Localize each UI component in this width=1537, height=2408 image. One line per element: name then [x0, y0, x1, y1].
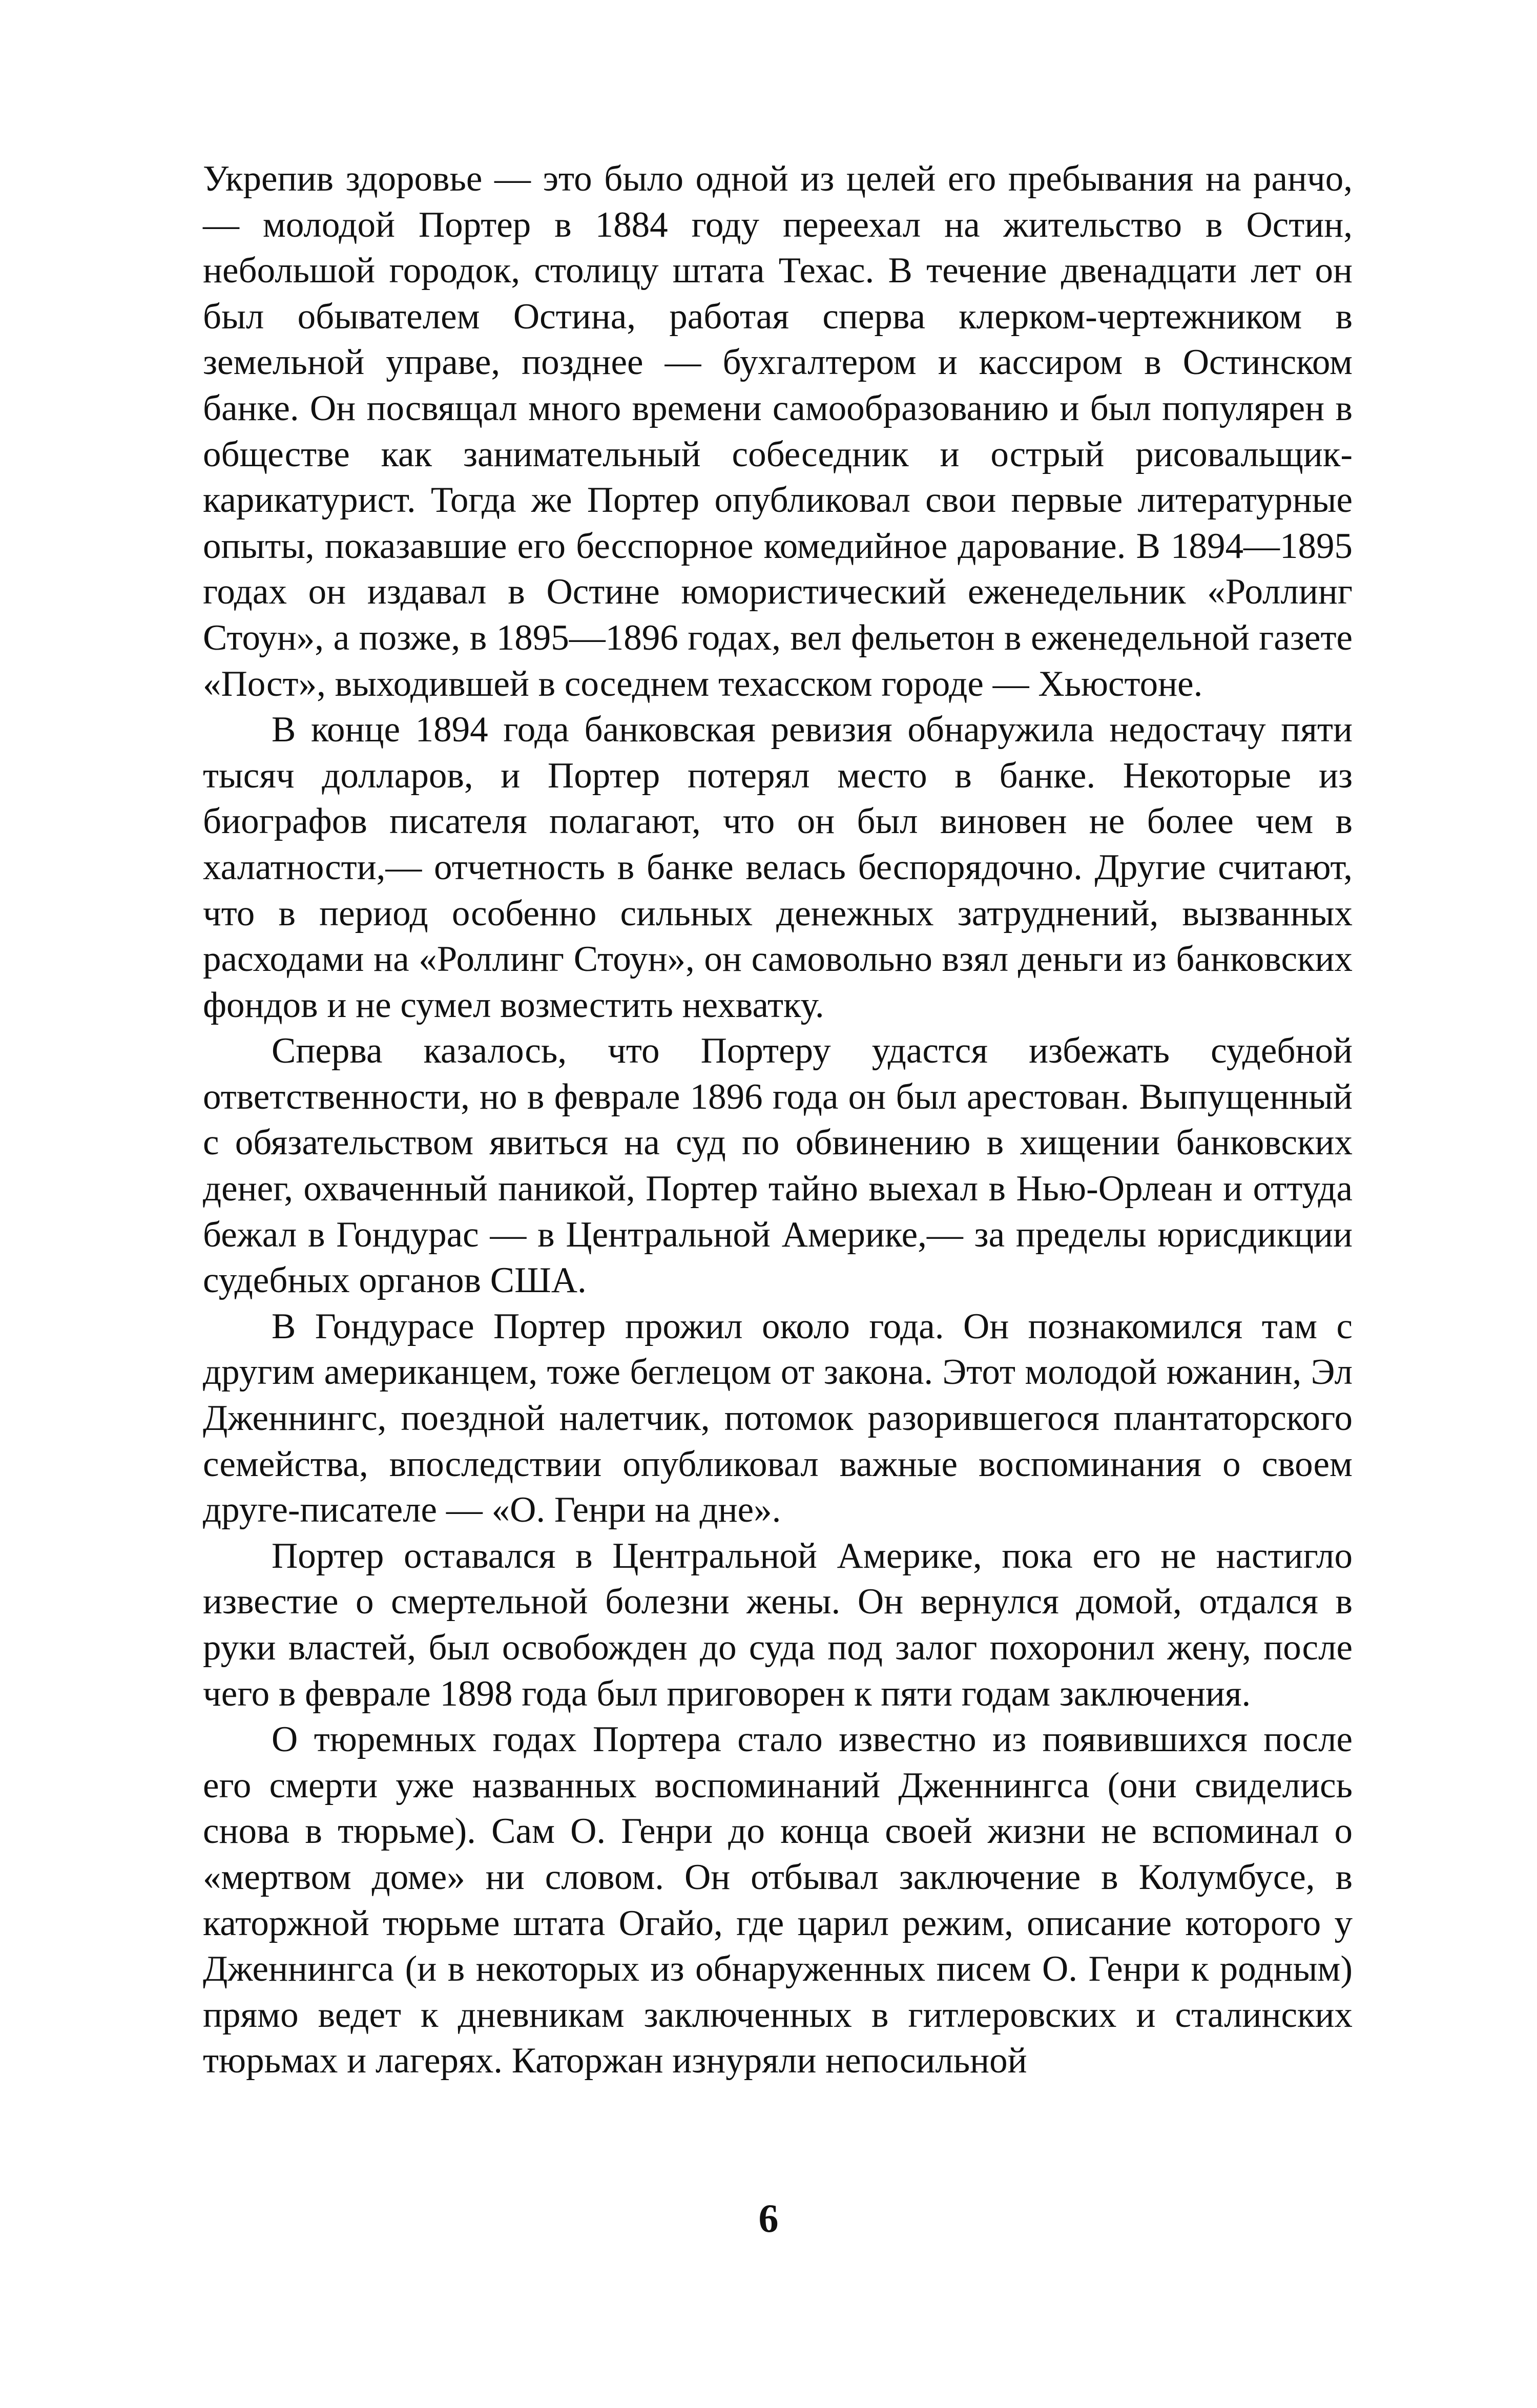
paragraph-4: В Гондурасе Портер прожил около года. Он познакомился там с другим американцем, тоже беглецом от закона. Этот молодой южанин, Эл Дженнингс, поездной налетчик, потомок разорившегося плантаторского семейства, впоследствии опубликовал важные воспоминания о своем друге-писателе — «О. Генри на дне». [203, 1306, 1353, 1530]
paragraph-3: Сперва казалось, что Портеру удастся избежать судебной ответственности, но в феврале 1896 года он был арестован. Выпущенный с обязательством явиться на суд по обвинению в хищении банковских денег, охваченный паникой, Портер тайно выехал в Нью-Орлеан и оттуда бежал в Гондурас — в Центральной Америке,— за пределы юрисдикции судебных органов США. [203, 1031, 1353, 1301]
paragraph-5: Портер оставался в Центральной Америке, пока его не настигло известие о смертельной болезни жены. Он вернулся домой, отдался в руки властей, был освобожден до суда под залог похоронил жену, после чего в феврале 1898 года был приговорен к пяти годам заключения. [203, 1535, 1353, 1714]
page-body [203, 156, 1353, 2084]
paragraph-6: О тюремных годах Портера стало известно из появившихся после его смерти уже названных воспоминаний Дженнингса (они свиделись снова в тюрьме). Сам О. Генри до конца своей жизни не вспоминал о «мертвом доме» ни словом. Он отбывал заключение в Колумбусе, в каторжной тюрьме штата Огайо, где царил режим, описание которого у Дженнингса (и в некоторых из обнаруженных писем О. Генри к родным) прямо ведет к дневникам заключенных в гитлеровских и сталинских тюрьмах и лагерях. Каторжан изнуряли непосильной [203, 1719, 1353, 2081]
paragraph-1: Укрепив здоровье — это было одной из целей его пребывания на ранчо,— молодой Портер в 1884 году переехал на жительство в Остин, небольшой городок, столицу штата Техас. В течение двенадцати лет он был обывателем Остина, работая сперва клерком-чертежником в земельной управе, позднее — бухгалтером и кассиром в Остинском банке. Он посвящал много времени самообразованию и был популярен в обществе как занимательный собеседник и острый рисовальщик-карикатурист. Тогда же Портер опубликовал свои первые литературные опыты, показавшие его бесспорное комедийное дарование. В 1894—1895 годах он издавал в Остине юмористический еженедельник «Роллинг Стоун», а позже, в 1895—1896 годах, вел фельетон в еженедельной газете «Пост», выходившей в соседнем техасском городе — Хьюстоне. [203, 159, 1353, 704]
paragraph-2: В конце 1894 года банковская ревизия обнаружила недостачу пяти тысяч долларов, и Портер потерял место в банке. Некоторые из биографов писателя полагают, что он был виновен не более чем в халатности,— отчетность в банке велась беспорядочно. Другие считают, что в период особенно сильных денежных затруднений, вызванных расходами на «Роллинг Стоун», он самовольно взял деньги из банковских фондов и не сумел возместить нехватку. [203, 710, 1353, 1025]
page-number: 6 [758, 2196, 779, 2240]
